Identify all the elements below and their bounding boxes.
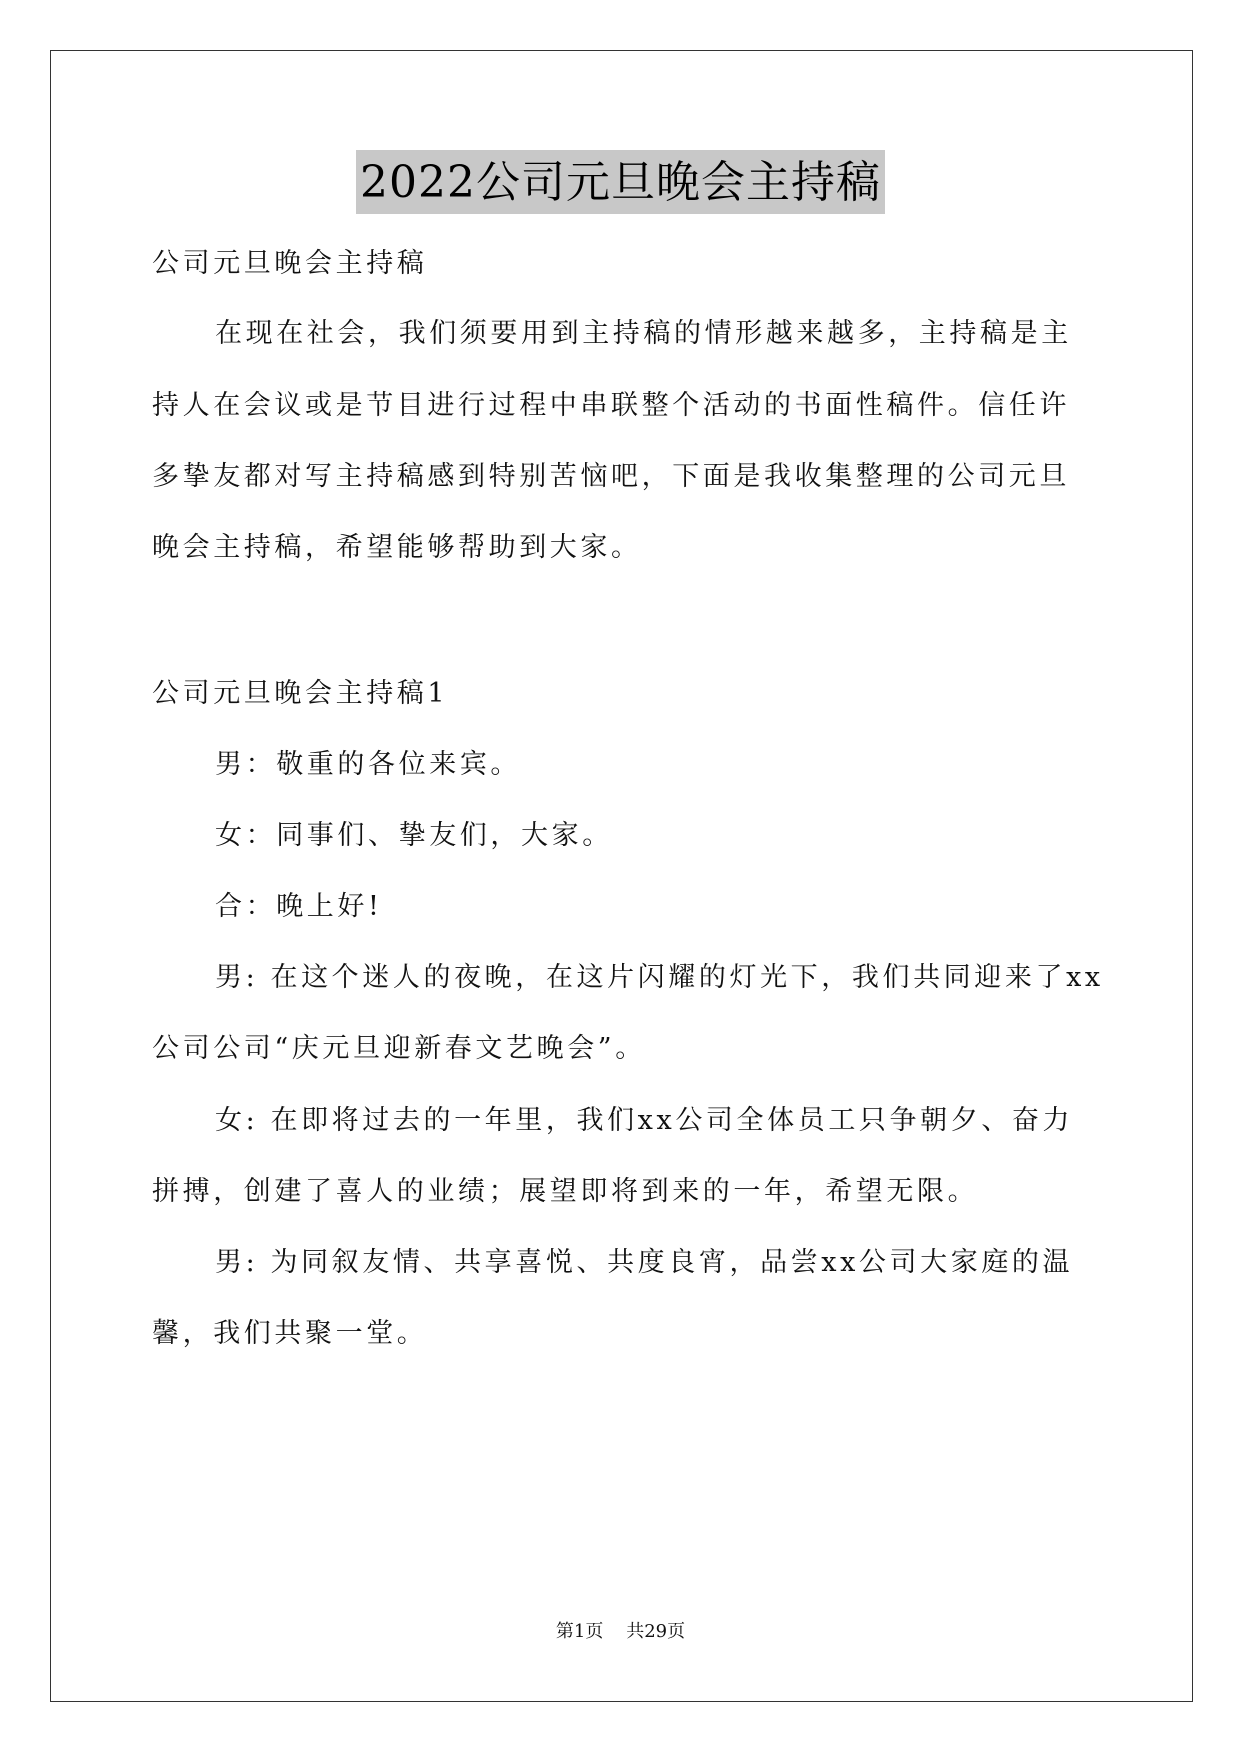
script-heading: 公司元旦晚会主持稿1 — [152, 678, 449, 709]
dialogue-line: 男: 在这个迷人的夜晚，在这片闪耀的灯光下，我们共同迎来了xx — [215, 962, 1104, 993]
dialogue-line: 拼搏，创建了喜人的业绩；展望即将到来的一年，希望无限。 — [152, 1176, 979, 1207]
intro-paragraph-line: 持人在会议或是节目进行过程中串联整个活动的书面性稿件。信任许 — [152, 390, 1070, 421]
page-total: 共29页 — [626, 1621, 686, 1642]
dialogue-line: 男：敬重的各位来宾。 — [215, 749, 521, 780]
document-title: 2022公司元旦晚会主持稿 — [356, 150, 885, 214]
dialogue-line: 女: 在即将过去的一年里，我们xx公司全体员工只争朝夕、奋力 — [215, 1105, 1074, 1136]
dialogue-line: 男: 为同叙友情、共享喜悦、共度良宵，品尝xx公司大家庭的温 — [215, 1247, 1074, 1278]
title-container — [0, 150, 1241, 214]
section-heading: 公司元旦晚会主持稿 — [152, 248, 428, 279]
intro-paragraph-line: 在现在社会，我们须要用到主持稿的情形越来越多，主持稿是主 — [215, 318, 1072, 349]
dialogue-line: 公司公司“庆元旦迎新春文艺晚会”。 — [152, 1033, 646, 1064]
dialogue-line: 女：同事们、挚友们，大家。 — [215, 820, 613, 851]
page-border — [50, 50, 1193, 1702]
intro-paragraph-line: 多挚友都对写主持稿感到特别苦恼吧，下面是我收集整理的公司元旦 — [152, 461, 1070, 492]
intro-paragraph-line: 晚会主持稿，希望能够帮助到大家。 — [152, 532, 642, 563]
page-number: 第1页 — [555, 1621, 604, 1642]
page-footer — [0, 1620, 1241, 1644]
dialogue-line: 合：晚上好! — [215, 891, 383, 922]
dialogue-line: 馨，我们共聚一堂。 — [152, 1318, 428, 1349]
